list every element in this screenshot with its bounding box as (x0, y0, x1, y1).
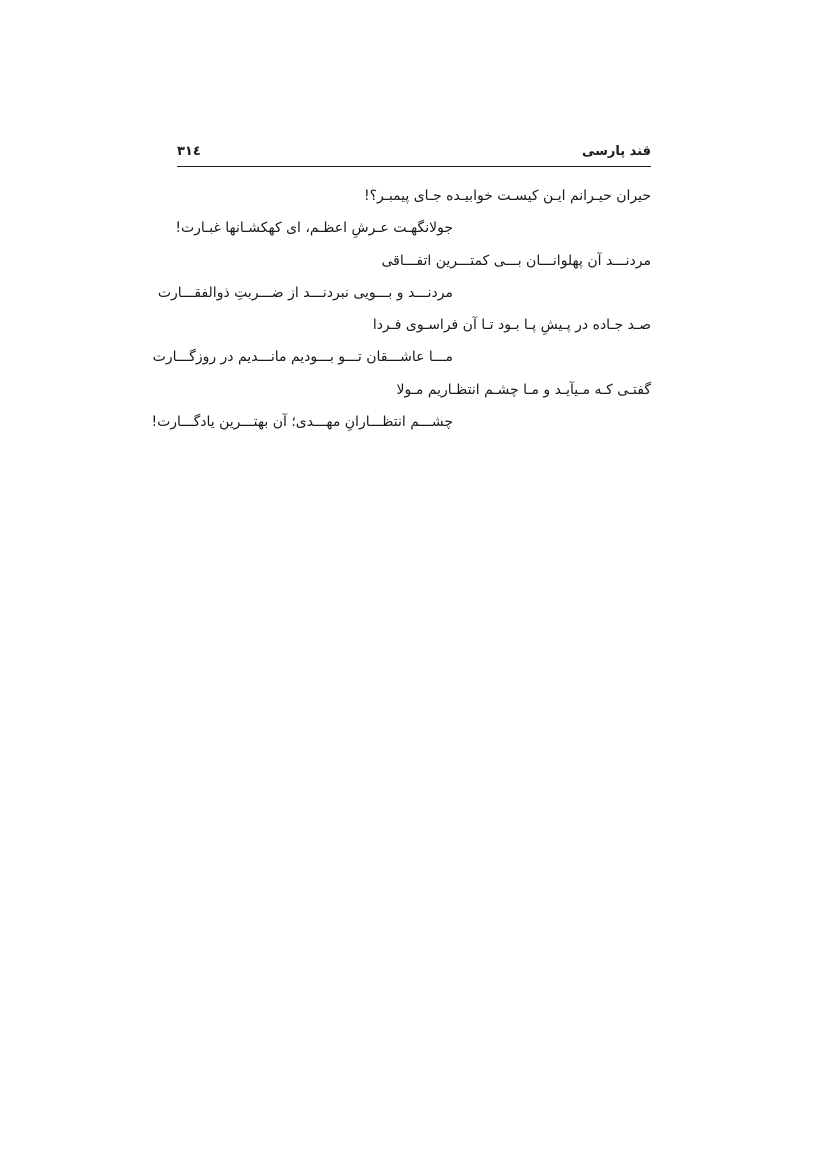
verse-4-first-hemistich: گفتـی کـه مـیآیـد و مـا چشـم انتظـاریم مـولا (396, 381, 651, 398)
poem (151, 186, 651, 444)
page-number: ۳۱٤ (177, 144, 201, 159)
running-header (177, 140, 651, 167)
verse-2-first-hemistich: مردنـــد آن پهلوانـــان بـــی کمتـــرین اتفـــاقی (381, 252, 651, 269)
verse-1-first-hemistich: حیران حیـرانم ایـن کیسـت خوابیـده جـای پیمبـر؟! (363, 188, 651, 204)
verse-1-second-hemistich: جولانگهـت عـرشِ اعظـم، ای کهکشـانها غبـارت! (175, 220, 453, 237)
verse-3-second-hemistich: مـــا عاشـــقان تـــو بـــودیم مانـــدیم در روزگـــارت (152, 349, 453, 366)
verse-3-first-hemistich: صـد جـاده در پـیشِ پـا بـود تـا آن فراسـوی فـردا (372, 317, 651, 334)
verse-4-second-hemistich: چشـــم انتظـــارانِ مهـــدی؛ آن بهتـــرین یادگـــارت! (151, 414, 453, 431)
book-title: قند پارسی (581, 144, 651, 159)
verse-2-second-hemistich: مردنـــد و بـــویی نبردنـــد از ضـــربتِ ذوالفقـــارت (157, 284, 453, 301)
